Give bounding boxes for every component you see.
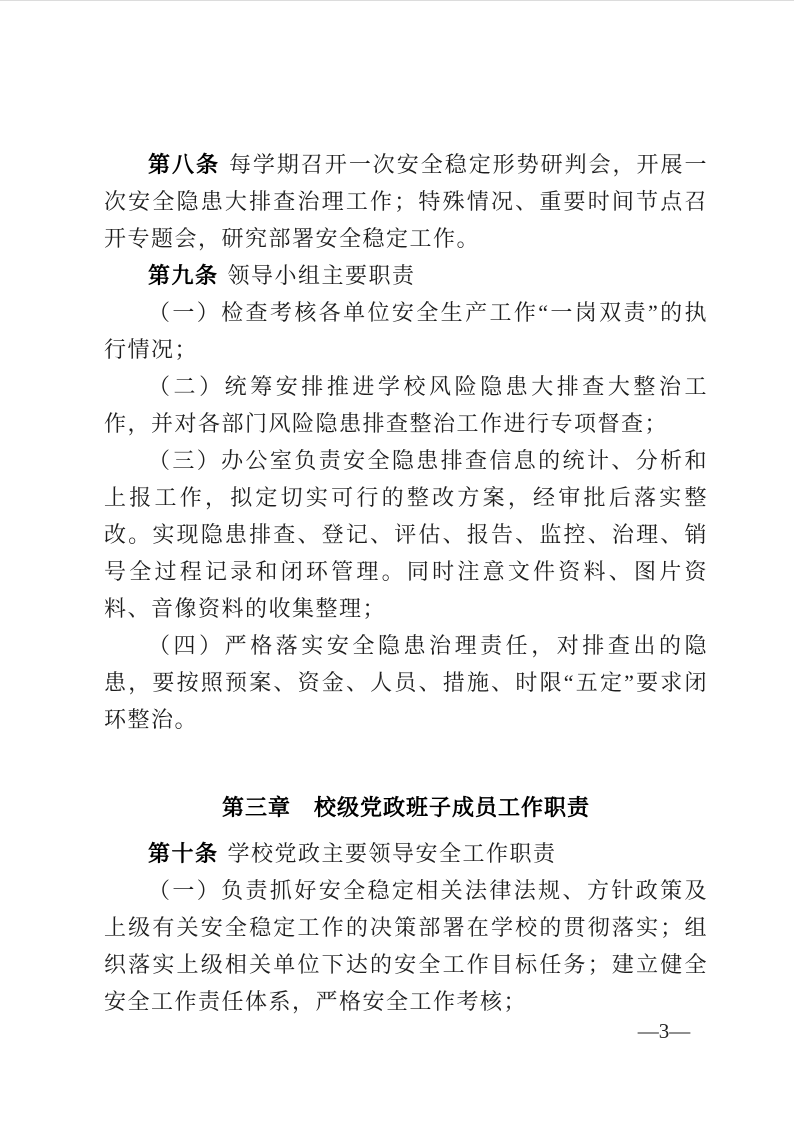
paragraph-item-4 xyxy=(104,627,708,738)
paragraph-article-8 xyxy=(104,146,708,257)
article-10-text: 学校党政主要领导安全工作职责 xyxy=(227,841,557,866)
document-page-body xyxy=(104,146,708,1020)
paragraph-article-10 xyxy=(104,835,708,872)
scan-top-edge xyxy=(0,0,794,1)
paragraph-item-1 xyxy=(104,294,708,368)
page-number: —3— xyxy=(637,1019,691,1043)
paragraph-item-2 xyxy=(104,368,708,442)
paragraph-item-5 xyxy=(104,872,708,1020)
paragraph-item-3 xyxy=(104,442,708,627)
article-10-label: 第十条 xyxy=(148,841,219,866)
item-2-text: （二）统筹安排推进学校风险隐患大排查大整治工作，并对各部门风险隐患排查整治工作进行专项督查； xyxy=(104,374,708,436)
item-3-text: （三）办公室负责安全隐患排查信息的统计、分析和上报工作，拟定切实可行的整改方案，经审批后落实整改。实现隐患排查、登记、评估、报告、监控、治理、销号全过程记录和闭环管理。同时注意文件资料、图片资料、音像资料的收集整理； xyxy=(104,448,708,621)
item-4-text: （四）严格落实安全隐患治理责任，对排查出的隐患，要按照预案、资金、人员、措施、时限“五定”要求闭环整治。 xyxy=(104,633,708,732)
item-1-text: （一）检查考核各单位安全生产工作“一岗双责”的执行情况； xyxy=(104,300,708,362)
chapter-3-heading: 第三章 校级党政班子成员工作职责 xyxy=(221,795,590,820)
article-9-text: 领导小组主要职责 xyxy=(227,263,416,288)
article-8-text: 每学期召开一次安全稳定形势研判会，开展一次安全隐患大排查治理工作；特殊情况、重要时间节点召开专题会，研究部署安全稳定工作。 xyxy=(104,152,708,251)
paragraph-article-9 xyxy=(104,257,708,294)
article-8-label: 第八条 xyxy=(148,152,220,177)
item-5-text: （一）负责抓好安全稳定相关法律法规、方针政策及上级有关安全稳定工作的决策部署在学校的贯彻落实；组织落实上级相关单位下达的安全工作目标任务；建立健全安全工作责任体系，严格安全工作考核； xyxy=(104,878,708,1014)
article-9-label: 第九条 xyxy=(148,263,219,288)
